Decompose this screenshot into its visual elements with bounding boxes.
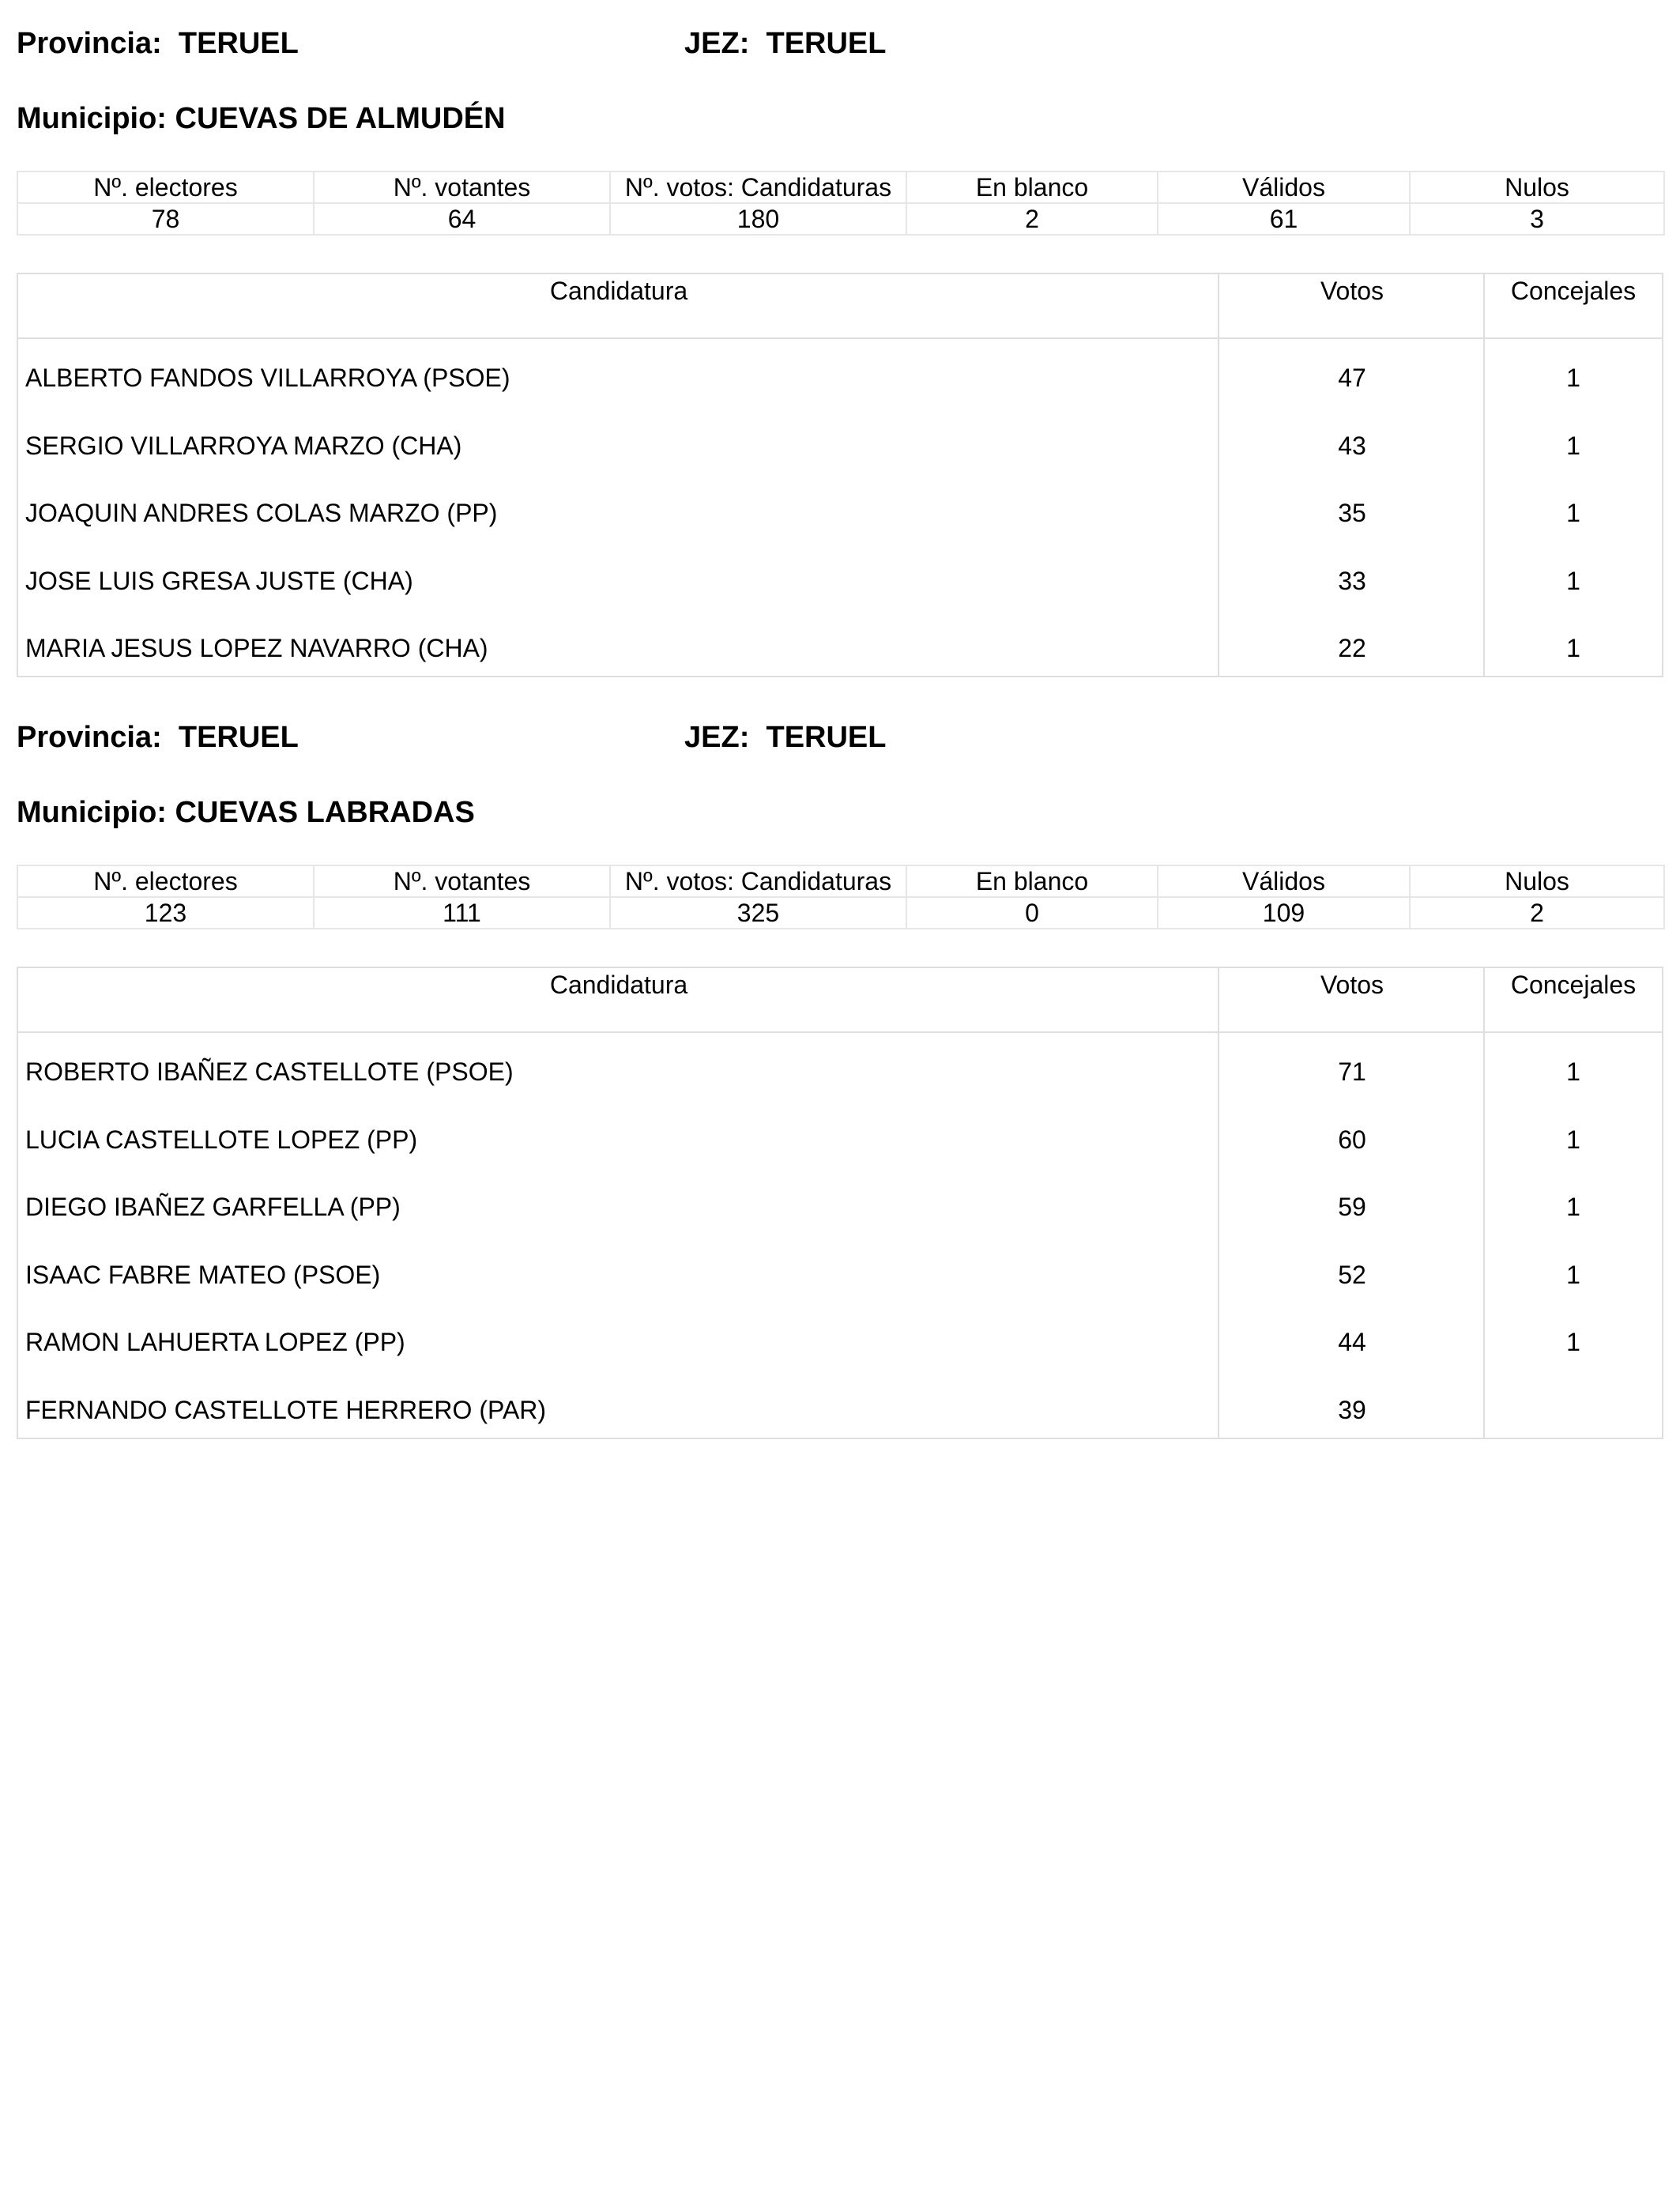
summary-header-votos-candidaturas: Nº. votos: Candidaturas: [610, 172, 906, 203]
candidate-name: ISAAC FABRE MATEO (PSOE): [25, 1261, 381, 1289]
candidate-votes: 39: [1338, 1396, 1366, 1424]
summary-value-en-blanco: 0: [906, 897, 1158, 929]
candidate-name: ALBERTO FANDOS VILLARROYA (PSOE): [25, 364, 510, 392]
candidate-concejales: 1: [1566, 1193, 1580, 1221]
summary-value-votantes: 111: [314, 897, 610, 929]
candidate-name: JOSE LUIS GRESA JUSTE (CHA): [25, 567, 413, 595]
header-votos: Votos: [1320, 971, 1384, 999]
summary-header-en-blanco: En blanco: [906, 172, 1158, 203]
municipality-section: [17, 714, 1663, 1441]
municipality-value: CUEVAS LABRADAS: [175, 796, 475, 829]
table-row: [18, 624, 1662, 672]
candidate-votes: 43: [1338, 432, 1366, 460]
table-row: [18, 1251, 1662, 1299]
table-row: [18, 557, 1662, 605]
candidate-votes: 71: [1338, 1057, 1366, 1086]
jez-value: TERUEL: [766, 721, 887, 754]
municipality-line: [17, 95, 506, 142]
candidate-name: DIEGO IBAÑEZ GARFELLA (PP): [25, 1193, 401, 1221]
candidate-name: FERNANDO CASTELLOTE HERRERO (PAR): [25, 1396, 547, 1424]
table-row: [18, 1318, 1662, 1366]
summary-header-validos: Válidos: [1158, 172, 1410, 203]
candidate-votes: 60: [1338, 1125, 1366, 1154]
summary-header-votos-candidaturas: Nº. votos: Candidaturas: [610, 865, 906, 897]
province-field: [17, 714, 299, 761]
candidates-table: [17, 273, 1663, 677]
candidate-concejales: 1: [1566, 432, 1580, 460]
summary-value-row: [17, 203, 1664, 235]
summary-value-votos-candidaturas: 325: [610, 897, 906, 929]
candidate-name: SERGIO VILLARROYA MARZO (CHA): [25, 432, 462, 460]
jez-label: JEZ:: [684, 721, 750, 754]
candidate-concejales: 1: [1566, 364, 1580, 392]
candidate-votes: 44: [1338, 1328, 1366, 1356]
summary-value-electores: 78: [17, 203, 314, 235]
table-row: [18, 1116, 1662, 1163]
candidate-votes: 59: [1338, 1193, 1366, 1221]
candidate-concejales: 1: [1566, 567, 1580, 595]
summary-header-validos: Válidos: [1158, 865, 1410, 897]
header-votos: Votos: [1320, 277, 1384, 305]
header-concejales: Concejales: [1510, 277, 1637, 305]
jez-field: [684, 20, 886, 67]
summary-value-nulos: 2: [1410, 897, 1664, 929]
candidate-concejales: 1: [1566, 1261, 1580, 1289]
summary-header-nulos: Nulos: [1410, 172, 1664, 203]
province-label: Provincia:: [17, 721, 162, 754]
municipality-value: CUEVAS DE ALMUDÉN: [175, 102, 506, 135]
candidate-concejales: 1: [1566, 1125, 1580, 1154]
table-row: [18, 1048, 1662, 1095]
header-concejales: Concejales: [1510, 971, 1637, 999]
table-row: [18, 1386, 1662, 1434]
summary-header-votantes: Nº. votantes: [314, 172, 610, 203]
province-value: TERUEL: [178, 721, 299, 754]
candidate-name: RAMON LAHUERTA LOPEZ (PP): [25, 1328, 405, 1356]
summary-table: [17, 171, 1665, 236]
summary-header-en-blanco: En blanco: [906, 865, 1158, 897]
table-row: [18, 1183, 1662, 1231]
municipality-label: Municipio:: [17, 796, 167, 829]
candidate-votes: 35: [1338, 499, 1366, 527]
candidate-votes: 47: [1338, 364, 1366, 392]
summary-value-validos: 109: [1158, 897, 1410, 929]
candidate-name: LUCIA CASTELLOTE LOPEZ (PP): [25, 1125, 418, 1154]
jez-field: [684, 714, 886, 761]
municipality-section: [17, 20, 1663, 676]
summary-table: [17, 865, 1665, 929]
summary-value-electores: 123: [17, 897, 314, 929]
candidate-name: JOAQUIN ANDRES COLAS MARZO (PP): [25, 499, 498, 527]
candidates-table: [17, 967, 1663, 1439]
province-line: [17, 714, 1663, 761]
summary-header-votantes: Nº. votantes: [314, 865, 610, 897]
candidate-name: ROBERTO IBAÑEZ CASTELLOTE (PSOE): [25, 1057, 514, 1086]
summary-header-row: [17, 172, 1664, 203]
candidate-concejales: 1: [1566, 634, 1580, 662]
candidate-votes: 52: [1338, 1261, 1366, 1289]
table-row: [18, 422, 1662, 469]
municipality-label: Municipio:: [17, 102, 167, 135]
summary-value-row: [17, 897, 1664, 929]
candidate-votes: 33: [1338, 567, 1366, 595]
table-row: [18, 489, 1662, 537]
summary-header-electores: Nº. electores: [17, 172, 314, 203]
province-field: [17, 20, 299, 67]
candidate-concejales: 1: [1566, 499, 1580, 527]
table-row: [18, 354, 1662, 401]
summary-header-row: [17, 865, 1664, 897]
summary-value-en-blanco: 2: [906, 203, 1158, 235]
summary-header-nulos: Nulos: [1410, 865, 1664, 897]
candidate-concejales: 1: [1566, 1328, 1580, 1356]
candidates-header-row: [18, 968, 1662, 1033]
candidate-votes: 22: [1338, 634, 1366, 662]
header-candidatura: Candidatura: [549, 971, 688, 999]
summary-header-electores: Nº. electores: [17, 865, 314, 897]
summary-value-nulos: 3: [1410, 203, 1664, 235]
summary-value-validos: 61: [1158, 203, 1410, 235]
candidate-name: MARIA JESUS LOPEZ NAVARRO (CHA): [25, 634, 488, 662]
candidate-concejales: 1: [1566, 1057, 1580, 1086]
candidates-header-row: [18, 274, 1662, 339]
municipality-line: [17, 789, 475, 836]
summary-value-votantes: 64: [314, 203, 610, 235]
province-value: TERUEL: [178, 27, 299, 60]
summary-value-votos-candidaturas: 180: [610, 203, 906, 235]
province-line: [17, 20, 1663, 67]
jez-value: TERUEL: [766, 27, 887, 60]
province-label: Provincia:: [17, 27, 162, 60]
header-candidatura: Candidatura: [549, 277, 688, 305]
jez-label: JEZ:: [684, 27, 750, 60]
